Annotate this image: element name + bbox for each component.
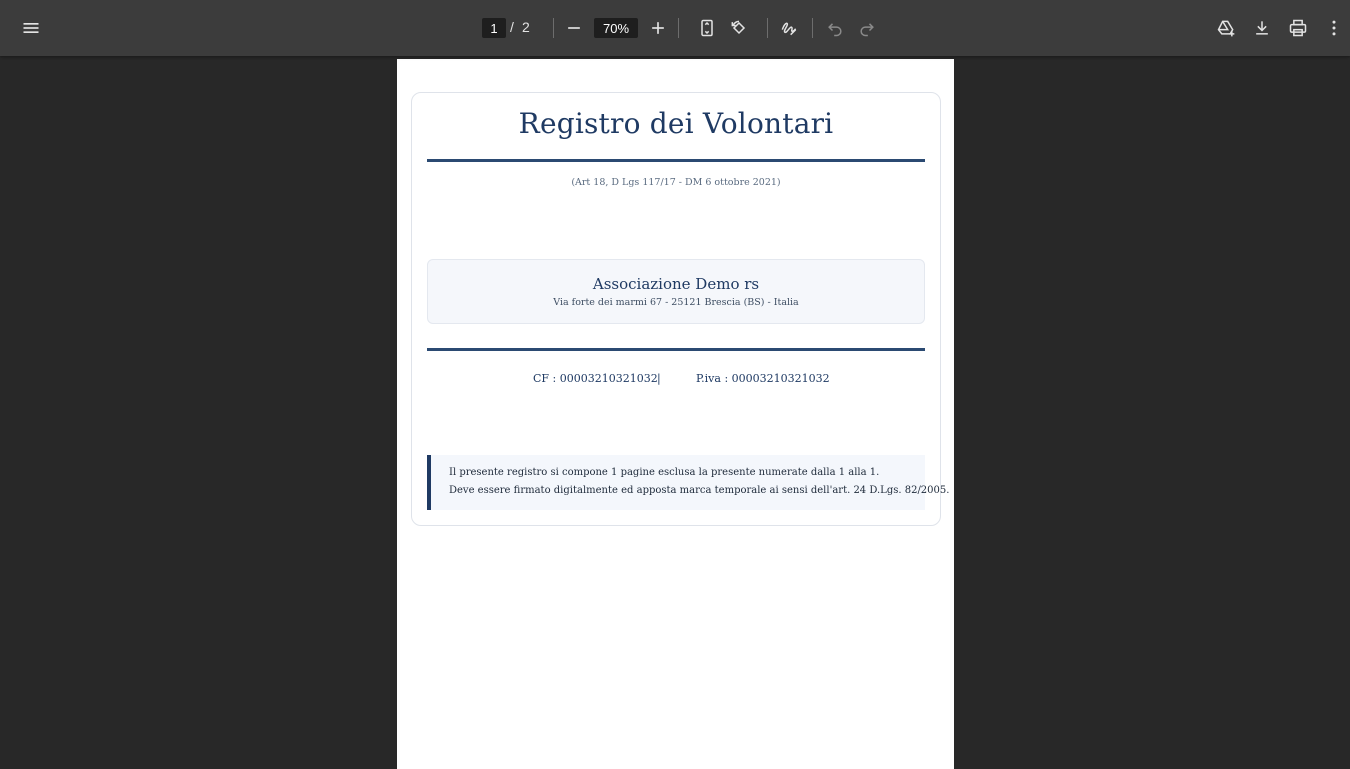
redo-icon: [857, 18, 877, 38]
zoom-level-input[interactable]: [594, 18, 638, 38]
vat-number: P.iva : 00003210321032: [696, 372, 830, 385]
print-button[interactable]: [1282, 12, 1314, 44]
tax-ids-row: [412, 372, 940, 388]
zoom-in-button[interactable]: [642, 12, 674, 44]
pdf-page: [397, 59, 954, 769]
hamburger-menu-icon[interactable]: [15, 12, 47, 44]
page-separator: /: [510, 19, 514, 35]
more-options-button[interactable]: [1318, 12, 1350, 44]
add-to-drive-icon: [1216, 18, 1236, 38]
pdf-viewer-area[interactable]: [0, 56, 1350, 769]
toolbar-divider: [812, 18, 813, 38]
annotate-button[interactable]: [773, 12, 805, 44]
document-card: [411, 92, 950, 526]
draw-signature-icon: [779, 18, 799, 38]
fit-to-page-button[interactable]: [691, 12, 723, 44]
organization-name: Associazione Demo rs: [592, 275, 760, 293]
undo-icon: [825, 18, 845, 38]
note-line-pages: Il presente registro si compone 1 pagine esclusa la presente numerate dalla 1 alla 1.: [449, 467, 880, 478]
document-title: Registro dei Volontari: [518, 107, 834, 140]
plus-icon: [648, 18, 668, 38]
add-to-drive-button[interactable]: [1210, 12, 1242, 44]
toolbar-divider: [553, 18, 554, 38]
fit-to-page-icon: [697, 18, 717, 38]
rotate-counterclockwise-icon: [729, 18, 749, 38]
ids-separator: |: [657, 372, 661, 385]
organization-address: Via forte dei marmi 67 - 25121 Brescia (BS) - Italia: [553, 297, 799, 308]
download-button[interactable]: [1246, 12, 1278, 44]
zoom-out-button[interactable]: [558, 12, 590, 44]
section-divider: [427, 348, 925, 351]
toolbar-divider: [767, 18, 768, 38]
total-pages: 2: [522, 19, 530, 35]
document-subtitle: (Art 18, D Lgs 117/17 - DM 6 ottobre 2021): [571, 177, 781, 188]
undo-button[interactable]: [819, 12, 851, 44]
note-line-signature: Deve essere firmato digitalmente ed apposta marca temporale ai sensi dell'art. 24 D.Lgs. 82/2005.: [449, 485, 950, 496]
fiscal-code: CF : 00003210321032: [533, 372, 658, 385]
download-icon: [1252, 18, 1272, 38]
redo-button[interactable]: [851, 12, 883, 44]
title-divider: [427, 159, 925, 162]
organization-box: [427, 259, 925, 324]
register-note: [427, 455, 950, 510]
print-icon: [1288, 18, 1308, 38]
pdf-toolbar: [0, 0, 1350, 56]
more-vert-icon: [1324, 18, 1344, 38]
toolbar-divider: [678, 18, 679, 38]
rotate-button[interactable]: [723, 12, 755, 44]
page-number-input[interactable]: [482, 18, 506, 38]
minus-icon: [564, 18, 584, 38]
